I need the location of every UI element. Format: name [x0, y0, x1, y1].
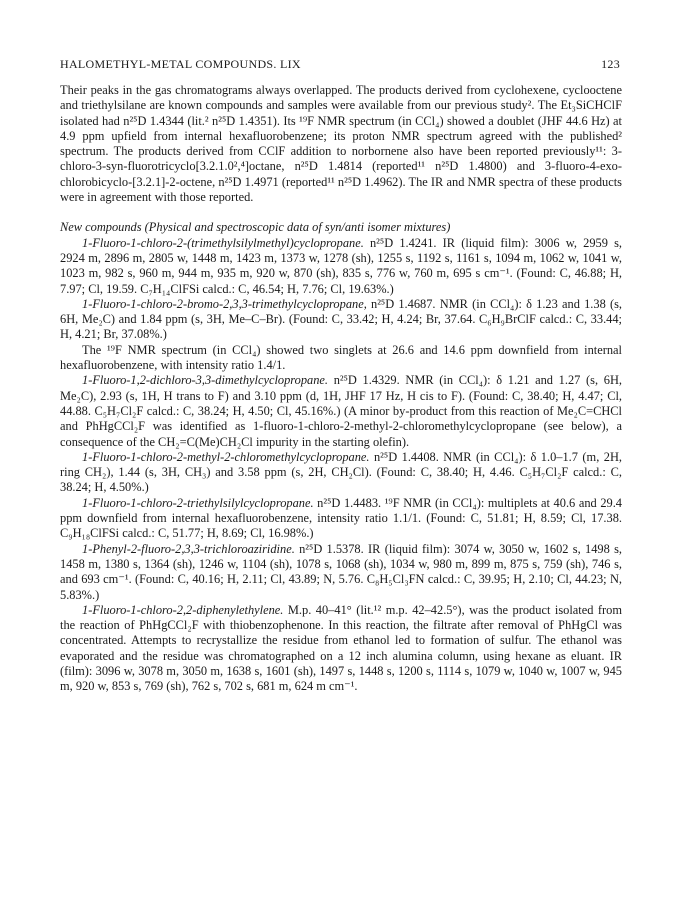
section-heading: New compounds (Physical and spectroscopic data of syn/anti isomer mixtures) [60, 220, 451, 235]
compound-data: n²⁵D 1.4329. NMR (in CCl₄): δ 1.21 and 1.27 (s, 6H, Me₂C), 2.93 (s, 1H, H trans to F) and 3.10 ppm (d, 1H, JHF 17 Hz, H cis to F). (Found: C, 38.40; H, 4.47; Cl, 44.88. C₅H₇Cl₂F calcd.: C, 38.24; H, 4.50; Cl, 45.16%.) (A minor by-product from this reaction of Me₂C=CHCl and PhHgCCl₂F was identified as 1-fluoro-1-chloro-2-methyl-2-chloromethylcyclopropane (see below), a consequence of the CH₂=C(Me)CH₂Cl impurity in the starting olefin). [60, 373, 622, 449]
running-title: HALOMETHYL-METAL COMPOUNDS. LIX [60, 57, 301, 71]
compound-entry [60, 236, 622, 297]
compound-name: 1-Fluoro-1,2-dichloro-3,3-dimethylcyclopropane. [82, 373, 329, 388]
page-number: 123 [601, 57, 620, 71]
compound-data: n²⁵D 1.4408. NMR (in CCl₄): δ 1.0–1.7 (m, 2H, ring CH₂), 1.44 (s, 3H, CH₃) and 3.58 ppm (s, 2H, CH₂Cl). (Found: C, 38.40; H, 4.46. C₅H₇Cl₂F calcd.: C, 38.24; H, 4.50%.) [60, 449, 622, 495]
compound-note [60, 343, 622, 374]
compound-name: 1-Fluoro-1-chloro-2-(trimethylsilylmethyl)cyclopropane. [82, 235, 364, 250]
intro-paragraph: Their peaks in the gas chromatograms always overlapped. The products derived from cyclohexene, cyclooctene and triethylsilane are known compounds and samples were available from our previous study². The Et₃SiCHClF isolated had n²⁵D 1.4344 (lit.² n²⁵D 1.4351). Its ¹⁹F NMR spectrum (in CCl₄) showed a doublet (JHF 44.6 Hz) at 4.9 ppm upfield from internal hexafluorobenzene; its proton NMR spectrum agreed with the published² spectrum. The products derived from CClF addition to norbornene also have been reported previously¹¹: 3-chloro-3-syn-fluorotricyclo[3.2.1.0²,⁴]octane, n²⁵D 1.4814 (reported¹¹ n²⁵D 1.4800) and 3-fluoro-4-exo-chlorobicyclo-[3.2.1]-2-octene, n²⁵D 1.4971 (reported¹¹ n²⁵D 1.4962). The IR and NMR spectra of these products were in agreement with those reported. [60, 83, 622, 205]
compound-name: 1-Fluoro-1-chloro-2-methyl-2-chloromethylcyclopropane. [82, 449, 370, 464]
section-gap [60, 205, 622, 220]
compound-name: 1-Fluoro-1-chloro-2-triethylsilylcyclopropane. [82, 495, 314, 510]
compound-data: n²⁵D 1.4241. IR (liquid film): 3006 w, 2959 s, 2924 m, 2896 m, 2805 w, 1448 m, 1423 m, 1373 w, 1278 (sh), 1255 s, 1192 s, 1161 s, 1094 m, 1062 w, 1041 w, 1023 m, 982 s, 960 m, 944 m, 935 m, 920 w, 870 (sh), 835 s, 776 w, 760 m, 695 s cm⁻¹. (Found: C, 46.88; H, 7.97; Cl, 19.59. C₇H₁₄ClFSi calcd.: C, 46.54; H, 7.76; Cl, 19.63%.) [60, 235, 622, 296]
compound-entry [60, 373, 622, 449]
compound-data: The ¹⁹F NMR spectrum (in CCl₄) showed two singlets at 26.6 and 14.6 ppm downfield from internal hexafluorobenzene, with intensity ratio 1.4/1. [60, 342, 622, 373]
compound-entry [60, 450, 622, 496]
compound-data: M.p. 40–41° (lit.¹² m.p. 42–42.5°), was the product isolated from the reaction of PhHgCCl₂F with thiobenzophenone. In this reaction, the filtrate after removal of PhHgCl was concentrated. Attempts to recrystallize the residue from ethanol led to formation of sulfur. The ethanol was evaporated and the residue was chromatographed on a 12 inch alumina column, using hexane as eluant. IR (film): 3096 w, 3078 m, 3050 m, 1638 s, 1601 (sh), 1497 s, 1448 s, 1200 s, 1114 s, 1079 w, 1040 w, 1007 w, 945 m, 920 w, 853 s, 769 (sh), 762 s, 702 s, 681 m, 624 m cm⁻¹. [60, 602, 622, 694]
compound-entry [60, 603, 622, 695]
compound-name: 1-Fluoro-1-chloro-2-bromo-2,3,3-trimethylcyclopropane, [82, 296, 367, 311]
compound-entry [60, 297, 622, 343]
article-body [60, 83, 622, 695]
compound-entry [60, 542, 622, 603]
compound-data: n²⁵D 1.4687. NMR (in CCl₄): δ 1.23 and 1.38 (s, 6H, Me₂C) and 1.84 ppm (s, 3H, Me–C–Br). (Found: C, 33.42; H, 4.24; Br, 37.64. C₆H₉BrClF calcd.: C, 33.44; H, 4.21; Br, 37.08%.) [60, 296, 622, 342]
compound-entry [60, 496, 622, 542]
compound-name: 1-Fluoro-1-chloro-2,2-diphenylethylene. [82, 602, 284, 617]
page-header [60, 57, 620, 72]
compound-data: n²⁵D 1.5378. IR (liquid film): 3074 w, 3050 w, 1602 s, 1498 s, 1458 m, 1380 s, 1364 (sh), 1246 w, 1104 (sh), 1078 s, 1068 (sh), 1034 w, 980 m, 899 m, 875 s, 759 (sh), 746 s, and 693 cm⁻¹. (Found: C, 40.16; H, 2.11; Cl, 43.89; N, 5.76. C₈H₅Cl₃FN calcd.: C, 39.95; H, 2.10; Cl, 44.23; N, 5.83%.) [60, 541, 622, 602]
compound-name: 1-Phenyl-2-fluoro-2,3,3-trichloroaziridine. [82, 541, 295, 556]
compound-data: n²⁵D 1.4483. ¹⁹F NMR (in CCl₄): multiplets at 40.6 and 29.4 ppm downfield from internal hexafluorobenzene, intensity ratio 1.1/1. (Found: C, 51.81; H, 8.59; Cl, 17.38. C₉H₁₈ClFSi calcd.: C, 51.77; H, 8.69; Cl, 16.98%.) [60, 495, 622, 541]
